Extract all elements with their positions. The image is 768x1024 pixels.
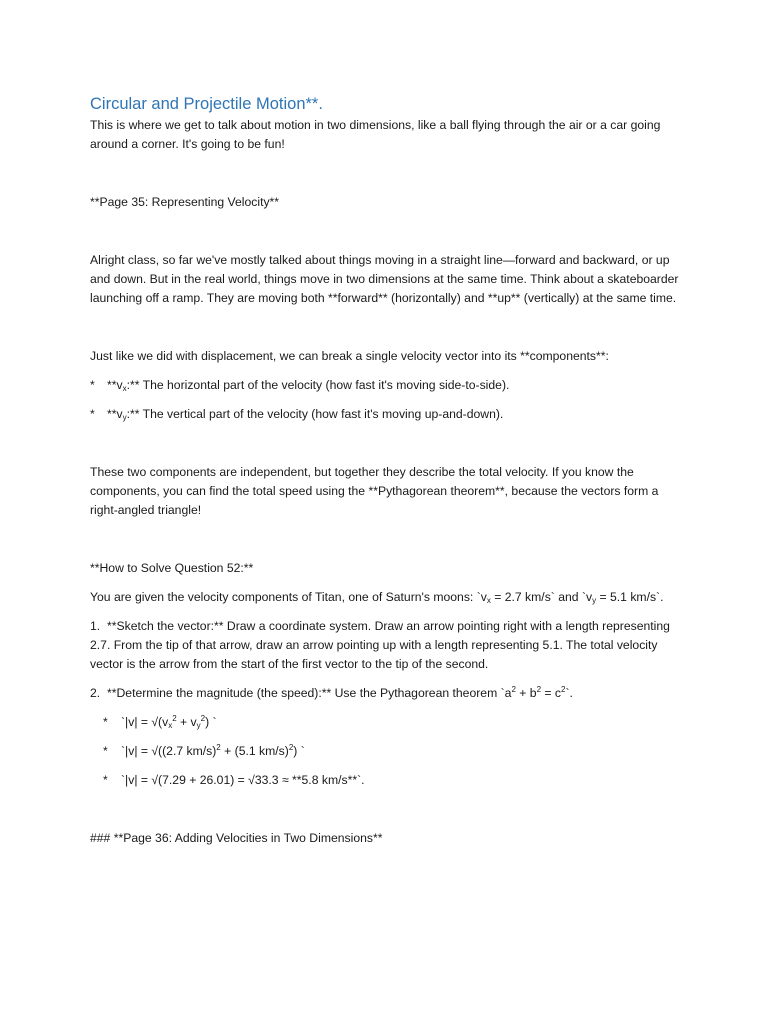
question52-heading: **How to Solve Question 52:** bbox=[90, 561, 254, 575]
formula-2 bbox=[90, 742, 680, 761]
bullet-vy-subscript: y bbox=[122, 413, 127, 422]
document-title: Circular and Projectile Motion**. bbox=[90, 95, 323, 113]
page35-heading: **Page 35: Representing Velocity** bbox=[90, 195, 280, 209]
superscript: 2 bbox=[561, 685, 566, 694]
spacer bbox=[90, 395, 680, 405]
formula-3 bbox=[90, 771, 680, 790]
spacer bbox=[90, 578, 680, 588]
formula-3-text: `|v| = √(7.29 + 26.01) = √33.3 ≈ **5.8 km/s**`. bbox=[121, 773, 365, 787]
document-page bbox=[90, 93, 680, 848]
superscript: 2 bbox=[511, 685, 516, 694]
independent-paragraph: These two components are independent, but together they describe the total velocity. If you know the components, you can find the total speed using the **Pythagorean theorem**, because the vectors form a right-angled triangle! bbox=[90, 465, 659, 517]
spacer bbox=[90, 424, 680, 463]
bullet-mark: * bbox=[103, 744, 108, 758]
step-2-text-d: `. bbox=[565, 686, 573, 700]
subscript: y bbox=[196, 721, 201, 730]
formula-2-text-b: + (5.1 km/s) bbox=[220, 744, 289, 758]
superscript: 2 bbox=[536, 685, 542, 694]
given-sub-x: x bbox=[486, 596, 491, 605]
formula-1-text-b: + v bbox=[176, 715, 197, 729]
spacer bbox=[90, 732, 680, 742]
step-1-text: **Sketch the vector:** Draw a coordinate system. Draw an arrow pointing right with a length representing 2.7. From the tip of that arrow, draw an arrow pointing up with a length representing 5.1. The total velocity vector is the arrow from the start of the first vector to the tip of the second. bbox=[90, 619, 670, 671]
bullet-vx bbox=[90, 376, 680, 395]
bullet-mark: * bbox=[103, 715, 108, 729]
spacer bbox=[90, 154, 680, 193]
spacer bbox=[90, 308, 680, 347]
page36-heading: ### **Page 36: Adding Velocities in Two Dimensions** bbox=[90, 831, 383, 845]
given-sub-y: y bbox=[592, 596, 597, 605]
intro-paragraph: This is where we get to talk about motion in two dimensions, like a ball flying through the air or a car going around a corner. It's going to be fun! bbox=[90, 118, 661, 151]
superscript: 2 bbox=[200, 714, 206, 723]
bullet-mark: * bbox=[103, 773, 108, 787]
step-2-text-b: + b bbox=[515, 686, 537, 700]
spacer bbox=[90, 520, 680, 559]
spacer bbox=[90, 790, 680, 829]
formula-2-text-a: `|v| = √((2.7 km/s) bbox=[121, 744, 217, 758]
subscript: x bbox=[168, 721, 173, 730]
step-2-number: 2. bbox=[90, 686, 101, 700]
superscript: 2 bbox=[288, 743, 294, 752]
spacer bbox=[90, 674, 680, 684]
step-1 bbox=[90, 617, 680, 674]
bullet-vx-prefix: **v bbox=[107, 378, 123, 392]
bullet-vy-text: :** The vertical part of the velocity (how fast it's moving up-and-down). bbox=[126, 407, 504, 421]
formula-2-text-c: ) ` bbox=[293, 744, 305, 758]
spacer bbox=[90, 607, 680, 617]
step-2-text-a: **Determine the magnitude (the speed):** Use the Pythagorean theorem `a bbox=[107, 686, 512, 700]
step-1-number: 1. bbox=[90, 619, 101, 633]
formula-1 bbox=[90, 713, 680, 732]
components-paragraph: Just like we did with displacement, we can break a single velocity vector into its **components**: bbox=[90, 349, 609, 363]
step-2-text-c: = c bbox=[541, 686, 562, 700]
bullet-mark: * bbox=[90, 407, 95, 421]
spacer bbox=[90, 212, 680, 251]
bullet-mark: * bbox=[90, 378, 95, 392]
formula-1-text-a: `|v| = √(v bbox=[121, 715, 169, 729]
given-text-a: You are given the velocity components of Titan, one of Saturn's moons: `v bbox=[90, 590, 487, 604]
formula-1-text-c: ) ` bbox=[205, 715, 217, 729]
bullet-vx-text: :** The horizontal part of the velocity (how fast it's moving side-to-side). bbox=[126, 378, 510, 392]
question52-given bbox=[90, 588, 680, 607]
spacer bbox=[90, 366, 680, 376]
superscript: 2 bbox=[216, 743, 221, 752]
spacer bbox=[90, 761, 680, 771]
bullet-vy-prefix: **v bbox=[107, 407, 123, 421]
step-2 bbox=[90, 684, 680, 703]
given-text-b: = 2.7 km/s` and `v bbox=[490, 590, 593, 604]
given-text-c: = 5.1 km/s`. bbox=[596, 590, 664, 604]
bullet-vx-subscript: x bbox=[122, 384, 127, 393]
alright-paragraph: Alright class, so far we've mostly talked about things moving in a straight line—forward and backward, or up and down. But in the real world, things move in two dimensions at the same time. Think about a skateboarder launching off a ramp. They are moving both **forward** (horizontally) and **up** (vertically) at the same time. bbox=[90, 253, 679, 305]
bullet-vy bbox=[90, 405, 680, 424]
spacer bbox=[90, 703, 680, 713]
superscript: 2 bbox=[172, 714, 177, 723]
